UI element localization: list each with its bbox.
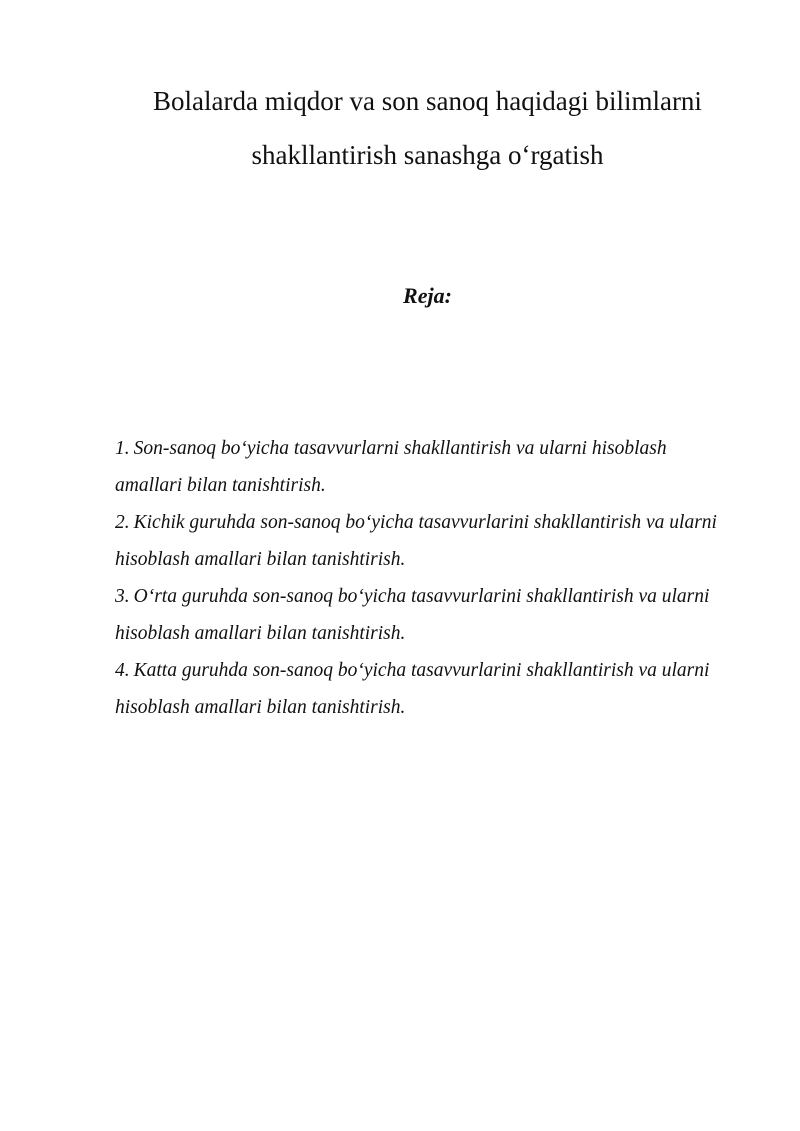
plan-item-text: Son-sanoq bo‘yicha tasavvurlarni shakllantirish va ularni hisoblash amallari bilan tanishtirish. bbox=[115, 438, 667, 496]
plan-item-number: 4. bbox=[115, 660, 130, 681]
plan-item-text: Katta guruhda son-sanoq bo‘yicha tasavvurlarini shakllantirish va ularni hisoblash amallari bilan tanishtirish. bbox=[115, 660, 710, 718]
plan-item bbox=[115, 652, 735, 726]
plan-item bbox=[115, 430, 735, 504]
title-line-1: Bolalarda miqdor va son sanoq haqidagi bilimlarni bbox=[153, 86, 702, 116]
plan-list bbox=[115, 430, 735, 726]
title-line-2: shakllantirish sanashga o‘rgatish bbox=[251, 140, 604, 170]
plan-item-number: 2. bbox=[115, 512, 130, 533]
plan-item-text: Kichik guruhda son-sanoq bo‘yicha tasavvurlarini shakllantirish va ularni hisoblash amallari bilan tanishtirish. bbox=[115, 512, 717, 570]
plan-item-number: 1. bbox=[115, 438, 130, 459]
document-title bbox=[110, 74, 745, 182]
plan-item-number: 3. bbox=[115, 586, 130, 607]
plan-item bbox=[115, 504, 735, 578]
plan-item bbox=[115, 578, 735, 652]
plan-item-text: O‘rta guruhda son-sanoq bo‘yicha tasavvurlarini shakllantirish va ularni hisoblash amallari bilan tanishtirish. bbox=[115, 586, 710, 644]
plan-heading: Reja: bbox=[403, 283, 452, 308]
